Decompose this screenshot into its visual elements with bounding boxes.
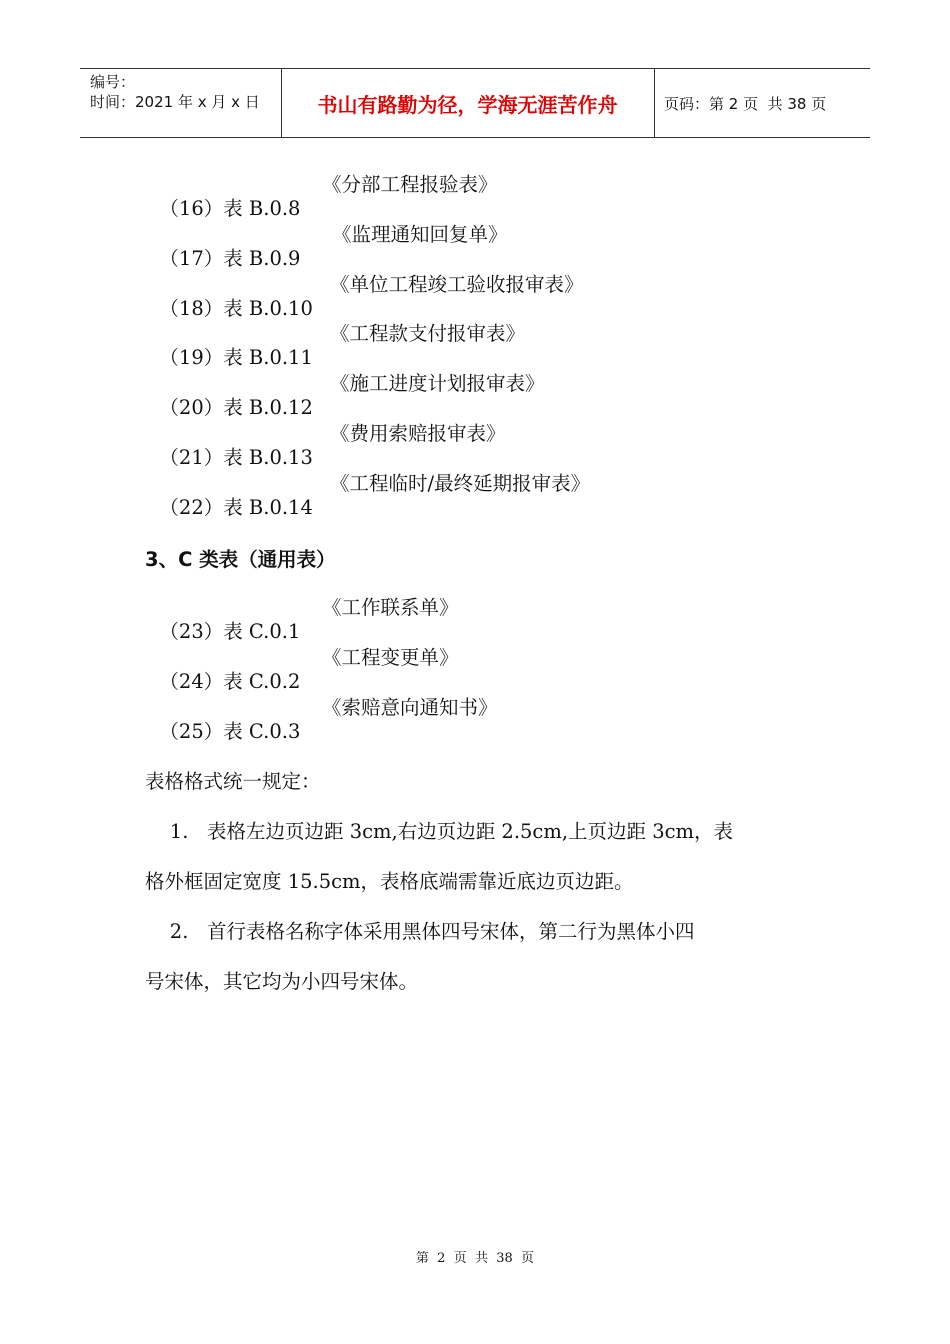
item-title: 《费用索赔报审表》	[330, 422, 506, 445]
section-heading: 3、C 类表（通用表）	[145, 548, 336, 571]
item-title: 《工程临时/最终延期报审表》	[330, 472, 591, 495]
item-number: （17）表 B.0.9	[159, 247, 301, 270]
item-number: （22）表 B.0.14	[159, 496, 313, 519]
item-number: （20）表 B.0.12	[159, 396, 313, 419]
item-title: 《工作联系单》	[322, 596, 459, 619]
item-title: 《工程款支付报审表》	[330, 322, 526, 345]
list-item	[147, 696, 498, 768]
item-number: （25）表 C.0.3	[159, 720, 301, 743]
item-number: （23）表 C.0.1	[159, 620, 301, 643]
list-item	[147, 472, 591, 544]
item-title: 《分部工程报验表》	[322, 173, 498, 196]
item-number: （18）表 B.0.10	[159, 297, 313, 320]
item-number: （24）表 C.0.2	[159, 670, 301, 693]
item-number: （19）表 B.0.11	[159, 346, 313, 369]
time-label: 时间：2021 年 x 月 x 日	[90, 93, 260, 111]
item-number: （16）表 B.0.8	[159, 197, 301, 220]
page-header	[80, 68, 870, 138]
rule-1-line-1: 1. 表格左边页边距 3cm,右边页边距 2.5cm,上页边距 3cm，表	[145, 820, 734, 843]
item-title: 《索赔意向通知书》	[322, 696, 498, 719]
item-title: 《监理通知回复单》	[332, 223, 508, 246]
item-number: （21）表 B.0.13	[159, 446, 313, 469]
header-meta-cell	[80, 69, 282, 137]
item-title: 《施工进度计划报审表》	[330, 372, 545, 395]
code-label: 编号：	[90, 73, 136, 91]
item-title: 《单位工程竣工验收报审表》	[330, 273, 584, 296]
rule-2-line-2: 号宋体，其它均为小四号宋体。	[145, 970, 419, 993]
rules-heading: 表格格式统一规定：	[145, 770, 321, 793]
rule-1-line-2: 格外框固定宽度 15.5cm，表格底端需靠近底边页边距。	[145, 870, 634, 893]
page-footer: 第 2 页 共 38 页	[415, 1251, 535, 1266]
item-title: 《工程变更单》	[322, 646, 459, 669]
header-page-info: 页码：第 2 页 共 38 页	[664, 94, 827, 113]
rule-2-line-1: 2. 首行表格名称字体采用黑体四号宋体，第二行为黑体小四	[145, 920, 695, 943]
header-motto: 书山有路勤为径，学海无涯苦作舟	[281, 69, 655, 137]
